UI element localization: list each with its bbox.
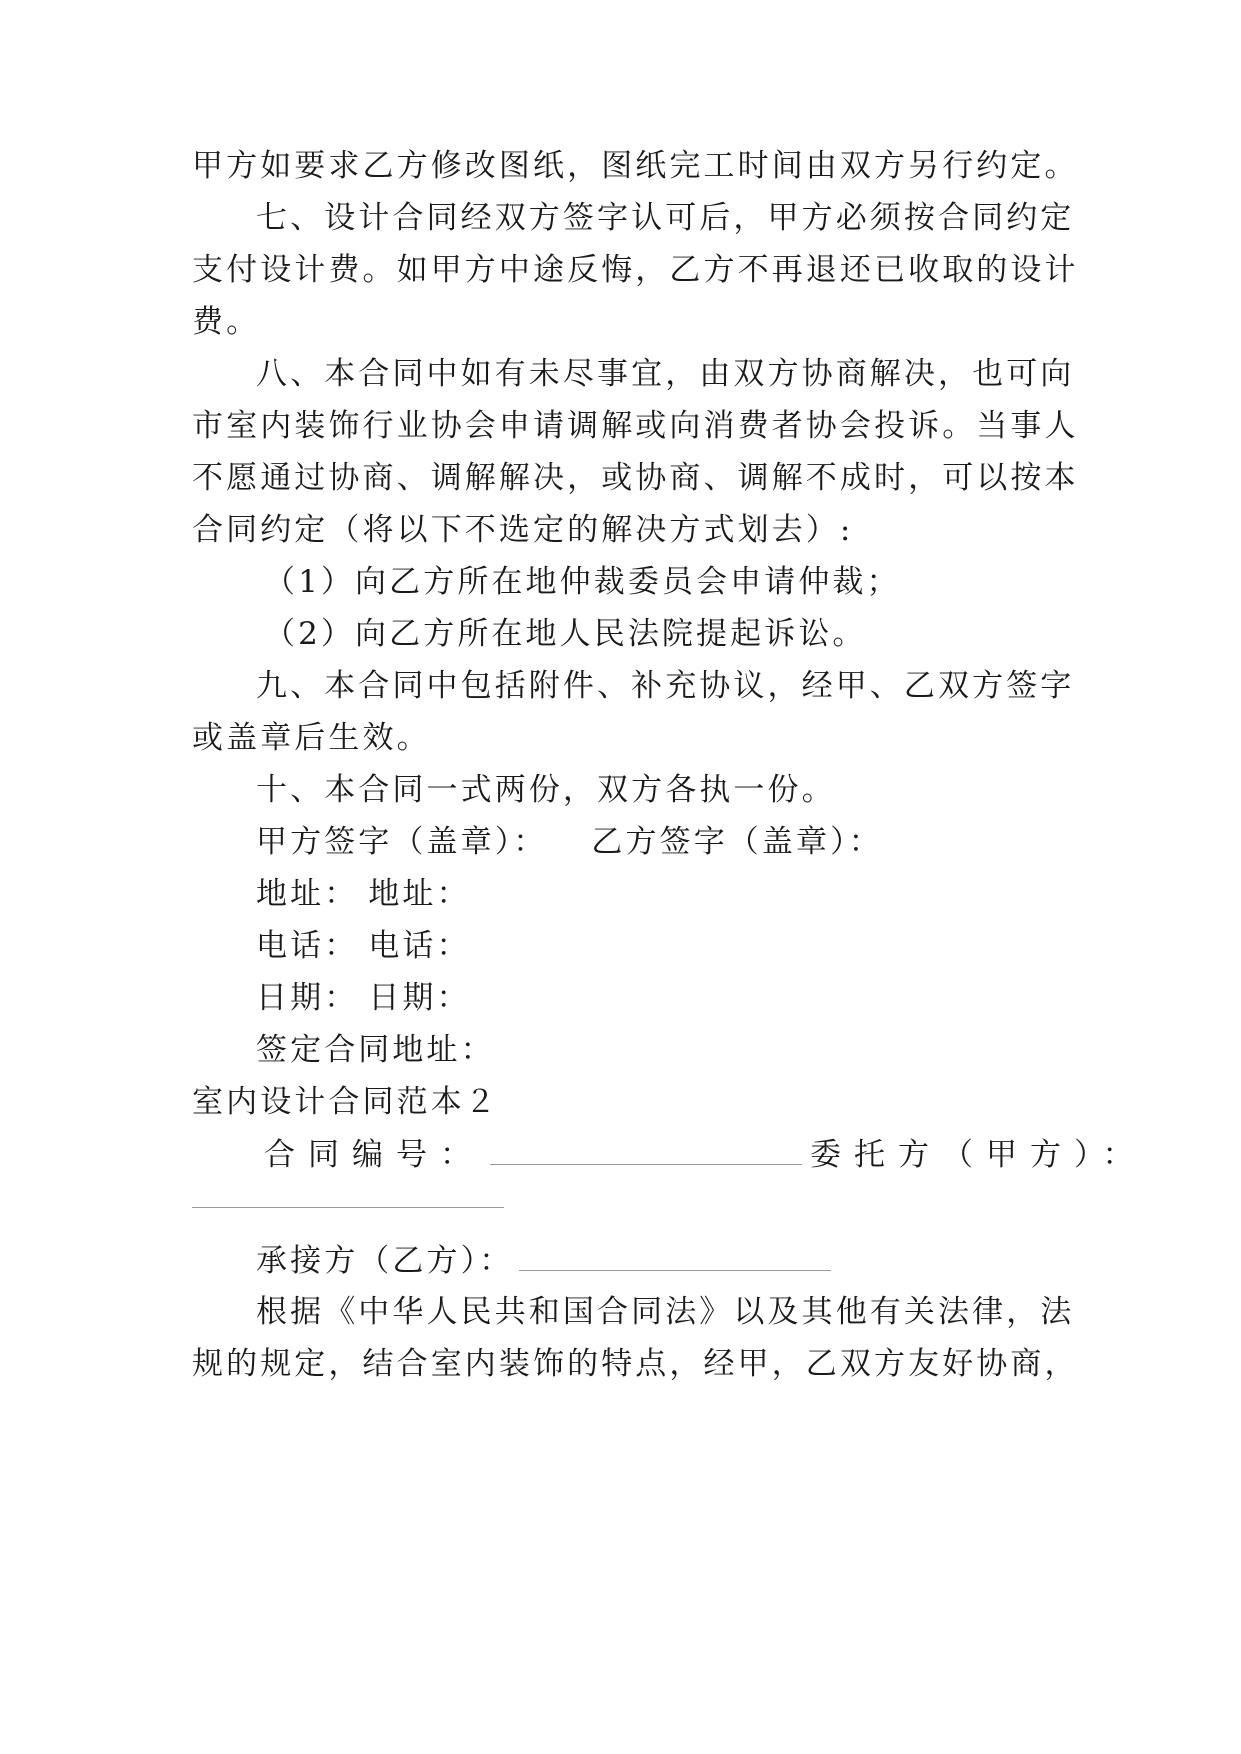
signature-row — [256, 822, 1136, 862]
contract-no-label: 合同编号： — [264, 1137, 484, 1173]
clause-seven: 七、设计合同经双方签字认可后，甲方必须按合同约定 — [256, 200, 1075, 236]
phone-row — [256, 926, 1136, 966]
option-one: （1）向乙方所在地仲裁委员会申请仲裁； — [264, 564, 901, 600]
option-two: （2）向乙方所在地人民法院提起诉讼。 — [264, 616, 867, 652]
closing-line: 根据《中华人民共和国合同法》以及其他有关法律，法 — [256, 1294, 1075, 1330]
text-line: 市室内装饰行业协会申请调解或向消费者协会投诉。当事人 — [192, 408, 1079, 444]
date-a-label: 日期： — [256, 980, 359, 1016]
client-blank — [192, 1207, 504, 1208]
text-line: 合同约定（将以下不选定的解决方式划去）: — [192, 512, 854, 548]
client-label: 委托方（甲方）： — [810, 1137, 1147, 1173]
clause-eight: 八、本合同中如有未尽事宜，由双方协商解决，也可向 — [256, 356, 1075, 392]
contractor-blank — [519, 1240, 831, 1271]
clause-nine: 九、本合同中包括附件、补充协议，经甲、乙双方签字 — [256, 668, 1075, 704]
closing-line: 规的规定，结合室内装饰的特点，经甲，乙双方友好协商， — [192, 1346, 1079, 1382]
clause-ten: 十、本合同一式两份，双方各执一份。 — [256, 772, 836, 808]
text-line: 甲方如要求乙方修改图纸，图纸完工时间由双方另行约定。 — [192, 148, 1079, 184]
contractor-label: 承接方（乙方）： — [256, 1243, 514, 1279]
text-line: 费。 — [192, 304, 261, 340]
sign-place-label: 签定合同地址： — [256, 1032, 495, 1068]
date-row — [256, 978, 1136, 1018]
contract-number-row — [264, 1134, 1147, 1174]
party-a-sign-label: 甲方签字（盖章）： — [256, 824, 548, 860]
contract-no-blank — [490, 1134, 802, 1165]
section-title: 室内设计合同范本２ — [192, 1084, 499, 1120]
phone-a-label: 电话： — [256, 928, 359, 964]
text-line: 不愿通过协商、调解解决，或协商、调解不成时，可以按本 — [192, 460, 1079, 496]
address-row — [256, 874, 1136, 914]
address-a-label: 地址： — [256, 876, 359, 912]
address-b-label: 地址： — [368, 876, 471, 912]
text-line: 或盖章后生效。 — [192, 720, 431, 756]
date-b-label: 日期： — [368, 980, 471, 1016]
contractor-row — [256, 1240, 1136, 1280]
phone-b-label: 电话： — [368, 928, 471, 964]
party-b-sign-label: 乙方签字（盖章）： — [591, 824, 883, 860]
text-line: 支付设计费。如甲方中途反悔，乙方不再退还已收取的设计 — [192, 252, 1079, 288]
